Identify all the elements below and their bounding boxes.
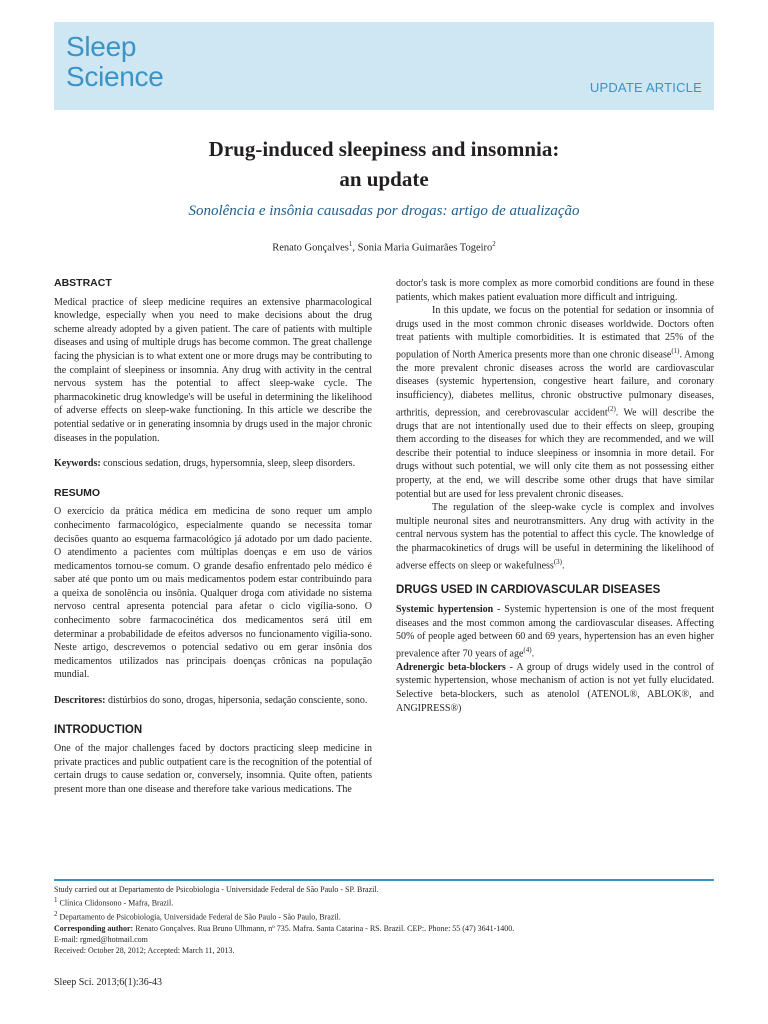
- reference-3: (3): [553, 557, 562, 566]
- right-column: [396, 277, 714, 715]
- beta-blockers-paragraph: [396, 661, 714, 715]
- introduction-paragraph-1: One of the major challenges faced by doctors practicing sleep medicine in private practices and public outpatient care is the recognition of the potential of certain drugs to cause sedation or, conversely, insomnia. Quite often, patients present more than one disease and therefore take various medications. The: [54, 743, 372, 795]
- introduction-paragraph-3: [396, 501, 714, 572]
- title-line-2: an update: [339, 167, 429, 191]
- study-note: Study carried out at Departamento de Psicobiologia - Universidade Federal de São Paulo - SP. Brazil.: [54, 885, 379, 894]
- affiliation-1: [54, 895, 714, 909]
- cardio-heading: DRUGS USED IN CARDIOVASCULAR DISEASES: [396, 584, 661, 597]
- intro-p2-text-a: In this update, we focus on the potential for sedation or insomnia of drugs used in the most common chronic diseases worldwide. Doctors often treat patients with multiple comorbidities. It is estimated that 25% of the population of North America presents more than one chronic disease: [396, 305, 714, 361]
- hypertension-paragraph: [396, 603, 714, 661]
- author-2-affiliation: 2: [492, 240, 496, 248]
- beta-blockers-label: Adrenergic beta-blockers: [396, 661, 506, 673]
- corresponding-author: [54, 923, 714, 934]
- intro-p2-text-b: . Among the more prevalent chronic diseases across the world are cardiovascular diseases (systemic hypertension, congestive heart failure, and coronary insufficiency), diabetes mellitus, chronic obstructive pulmonary diseases, arthritis, depression, and cerebrovascular accident: [396, 349, 715, 418]
- journal-citation: Sleep Sci. 2013;6(1):36-43: [54, 977, 163, 988]
- beta-blockers-text: - A group of drugs widely used in the control of systemic hypertension, whose mechanism of action is not yet fully elucidated. Selective beta-blockers, such as atenolol (ATENOL®, ABLOK®, and ANGIPRESS®): [396, 661, 715, 714]
- title-line-1: Drug-induced sleepiness and insomnia:: [208, 137, 560, 161]
- author-2: Sonia Maria Guimarães Togeiro: [357, 242, 493, 254]
- descritores-label: Descritores:: [54, 695, 106, 707]
- descritores: [54, 694, 372, 708]
- hypertension-text-a: - Systemic hypertension is one of the most frequent diseases and the most common among the cardiovascular diseases. Affecting 50% of people aged between 60 and 69 years, hypertension has an even higher prevalence after 70 years of age: [396, 604, 714, 660]
- keywords-text: conscious sedation, drugs, hypersomnia, sleep, sleep disorders.: [100, 458, 356, 470]
- author-list: [0, 240, 768, 254]
- affiliation-1-marker: 1: [54, 896, 58, 905]
- corresponding-author-label: Corresponding author:: [54, 923, 134, 933]
- intro-p3-text-b: .: [561, 559, 565, 571]
- abstract-heading: ABSTRACT: [54, 277, 112, 289]
- introduction-heading: INTRODUCTION: [54, 723, 143, 736]
- keywords-label: Keywords:: [54, 458, 101, 470]
- resumo-text: O exercício da prática médica em medicina de sono requer um amplo conhecimento farmacológico, especialmente quando se necessita tomar decisões quanto ao esquema farmacológico já adotado por um dado paciente. O atendimento a pacientes com múltiplas doenças e em uso de vários medicamentos tornou-se comum. O grande desafio enfrentado pelo médico é saber até que ponto um ou mais medicamentos podem estar contribuindo para a queixa de sonolência ou insônia. Qualquer droga com atividade no sistema nervoso central apresenta potencial para afetar o ciclo vigília-sono. O conhecimento sobre farmacocinética dos medicamentos será útil em determinar a probabilidade de efeitos adversos no funcionamento vigília-sono. Neste artigo, descrevemos o potencial sedativo ou em gerar insônia dos medicamentos utilizados nas principais doenças crônicas na população mundial.: [54, 506, 372, 681]
- hypertension-label: Systemic hypertension: [396, 604, 494, 616]
- article-type-label: UPDATE ARTICLE: [589, 80, 702, 95]
- intro-p2-text-c: . We will describe the drugs that are not intentionally used due to their effects on sleep, grouping them according to the diseases for which they are recommended, and we will describe their potential to induce sleepiness or insomnia in more detail. For drugs without such potential, we will only cite them as not possessing either property, at the end, we will describe some other drugs that have similar potential but are used for less prevalent chronic diseases.: [396, 407, 714, 500]
- journal-logo: [66, 32, 164, 92]
- affiliation-2: [54, 909, 714, 923]
- reference-1: (1): [671, 346, 680, 355]
- introduction-paragraph-1-continued: doctor's task is more complex as more comorbid conditions are found in these patients, which makes patient evaluation more difficult and intriguing.: [396, 278, 714, 303]
- footnote-divider: [54, 879, 714, 881]
- journal-header: [54, 22, 714, 110]
- corresponding-author-text: Renato Gonçalves. Rua Bruno Ulhmann, nº 735. Mafra. Santa Catarina - RS. Brazil. CEP:. Phone: 55 (47) 3641-1400.: [133, 923, 515, 933]
- descritores-text: distúrbios do sono, drogas, hipersonia, sedação consciente, sono.: [105, 695, 368, 707]
- affiliation-2-text: Departamento de Psicobiologia, Universidade Federal de São Paulo - São Paulo, Brazil.: [57, 912, 341, 922]
- received-dates: Received: October 28, 2012; Accepted: March 11, 2013.: [54, 946, 235, 956]
- abstract-text: Medical practice of sleep medicine requires an extensive pharmacological knowledge, especially when you need to make decisions about the drug scheme already adopted by a given patient. The care of patients with multiple diseases and using of multiple drugs has become common. The great challenge facing the physician is to what extent one or more drugs may be contributing to the complaint of sleepiness or insomnia. Any drug with activity in the central nervous system has the potential to affect sleep-wake cycle. The pharmacokinetic drug knowledge's will be useful in determining the likelihood of adverse effects on sleep-wake functioning. In this article we describe the potential sedative or in generating insomnia by drugs used in the major chronic diseases in the population.: [54, 296, 372, 444]
- article-subtitle: Sonolência e insônia causadas por drogas: artigo de atualização: [188, 203, 580, 219]
- author-separator: ,: [352, 242, 358, 254]
- left-column: [54, 277, 372, 797]
- resumo-heading: RESUMO: [54, 486, 101, 499]
- article-title: [0, 134, 768, 194]
- intro-p3-text-a: The regulation of the sleep-wake cycle is complex and involves multiple neuronal sites and neurotransmitters. Any drug with activity in the central nervous system has the potential to affect this cycle. The knowledge of the pharmacokinetics of drugs will be useful in determining the likelihood of adverse effects on sleep or wakefulness: [396, 502, 714, 571]
- affiliation-1-text: Clínica Clidonsono - Mafra, Brazil.: [57, 898, 174, 908]
- hypertension-text-b: .: [531, 648, 535, 660]
- logo-line-1: Sleep: [66, 31, 137, 62]
- author-1: Renato Gonçalves: [272, 242, 349, 254]
- keywords: [54, 457, 372, 471]
- introduction-paragraph-2: [396, 304, 714, 501]
- reference-4: (4): [523, 645, 532, 654]
- reference-2: (2): [607, 404, 616, 413]
- logo-line-2: Science: [66, 61, 164, 92]
- email-line: E-mail: rgmed@hotmail.com: [54, 935, 148, 945]
- affiliation-2-marker: 2: [54, 910, 58, 919]
- author-1-affiliation: 1: [348, 240, 353, 248]
- footnotes: [54, 884, 714, 957]
